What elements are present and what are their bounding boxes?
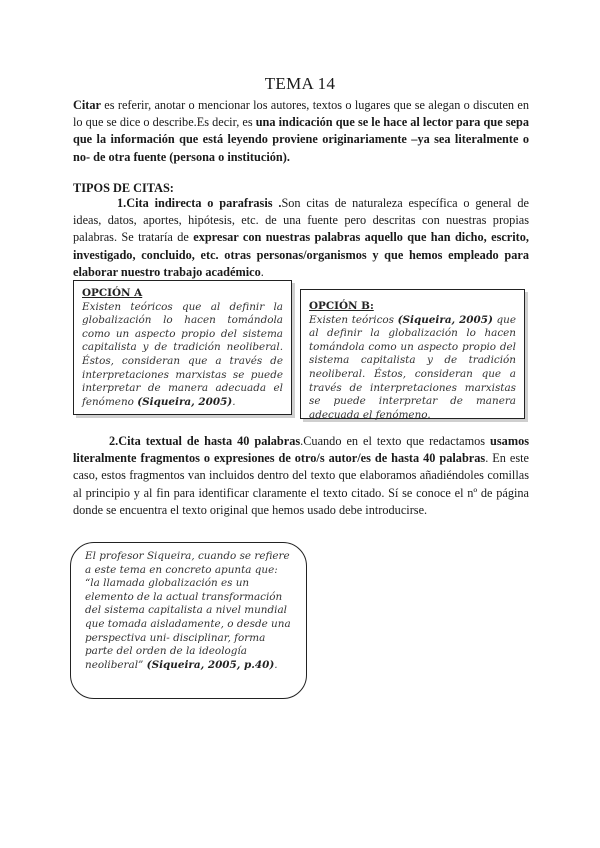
cita1-text: Son citas de naturaleza específica o general de ideas, datos, aportes, hipótesis, etc. de una fuente pero descritas con nuestras propias palabras. Se trataría de: [73, 196, 529, 245]
cita2-end: . En este caso, estos fragmentos van incluidos dentro del texto que elaboramos añadiéndoles comillas al principio y al fin para identificar claramente el texto citado. Sí se conoce el nº de página donde se encuentra el texto original que hemos usado debe introducirse.: [73, 451, 529, 517]
quote-end: .: [274, 658, 278, 671]
option-b-label: OPCIÓN B:: [309, 300, 374, 312]
quote-body: El profesor Siqueira, cuando se refiere a este tema en concreto apunta que: “la llamada globalización es un elemento de la actual transformación del sistema capitalista a nivel mundial que tomada aisladamente, o desde una perspectiva uni- disciplinar, forma parte del orden de la ideología neoliberal”: [85, 550, 291, 671]
cita2-label: Cita textual de hasta 40 palabras: [118, 434, 301, 448]
intro-keyword: Citar: [73, 98, 101, 112]
cita1-number: 1.: [117, 196, 127, 210]
cita1-label: Cita indirecta o parafrasis .: [126, 196, 282, 210]
cita1-paragraph: [73, 195, 529, 281]
intro-paragraph: [73, 97, 529, 166]
option-a-end: .: [232, 395, 236, 408]
cita2-paragraph: [73, 433, 529, 519]
cita2-number: 2.: [109, 434, 119, 448]
option-b-text: [309, 314, 516, 423]
page-title: TEMA 14: [264, 74, 336, 93]
cita1-bold-text: expresar con nuestras palabras aquello que han dicho, escrito, investigado, concluido, etc. otras personas/organismos y que hemos empleado para elaborar nuestro trabajo académico: [73, 230, 530, 279]
option-a-citation: (Siqueira, 2005): [137, 395, 233, 408]
option-a-text: [82, 301, 283, 410]
option-b-box: [300, 289, 525, 419]
cita2-text: .Cuando en el texto que redactamos: [300, 434, 491, 448]
option-a-label: OPCIÓN A: [82, 287, 143, 299]
cita2-bold-text: usamos literalmente fragmentos o expresiones de otro/s autor/es de hasta 40 palabras: [73, 434, 529, 466]
intro-text: es referir, anotar o mencionar los autores, textos o lugares que se alegan o discuten en lo que se dice o describe.Es decir, es: [73, 98, 529, 130]
quote-example-text: [85, 550, 292, 672]
option-b-body: que al definir la globalización lo hacen tomándola como un aspecto propio del sistema capitalista y de tradición neoliberal. Éstos, consideran que a través de interpretaciones marxistas se puede interpretar de manera adecuada el fenómeno.: [309, 313, 516, 421]
quote-citation: (Siqueira, 2005, p.40): [146, 658, 275, 671]
cita1-end: .: [260, 264, 264, 279]
option-a-box: [73, 280, 292, 415]
option-a-body: Existen teóricos que al definir la globalización lo hacen tomándola como un aspecto propio del sistema capitalista y de tradición neoliberal. Éstos, consideran que a través de interpretaciones marxistas se puede interpretar de manera adecuada el fenómeno: [82, 300, 283, 408]
intro-bold-text: una indicación que se le hace al lector para que sepa que la información que está leyendo proviene originariamente –ya sea literalmente o no- de otra fuente (persona o institución).: [73, 115, 529, 164]
types-heading: TIPOS DE CITAS:: [73, 181, 174, 195]
option-b-body-start: Existen teóricos: [309, 313, 398, 326]
quote-example-box: [70, 542, 307, 699]
option-b-citation: (Siqueira, 2005): [397, 313, 493, 326]
